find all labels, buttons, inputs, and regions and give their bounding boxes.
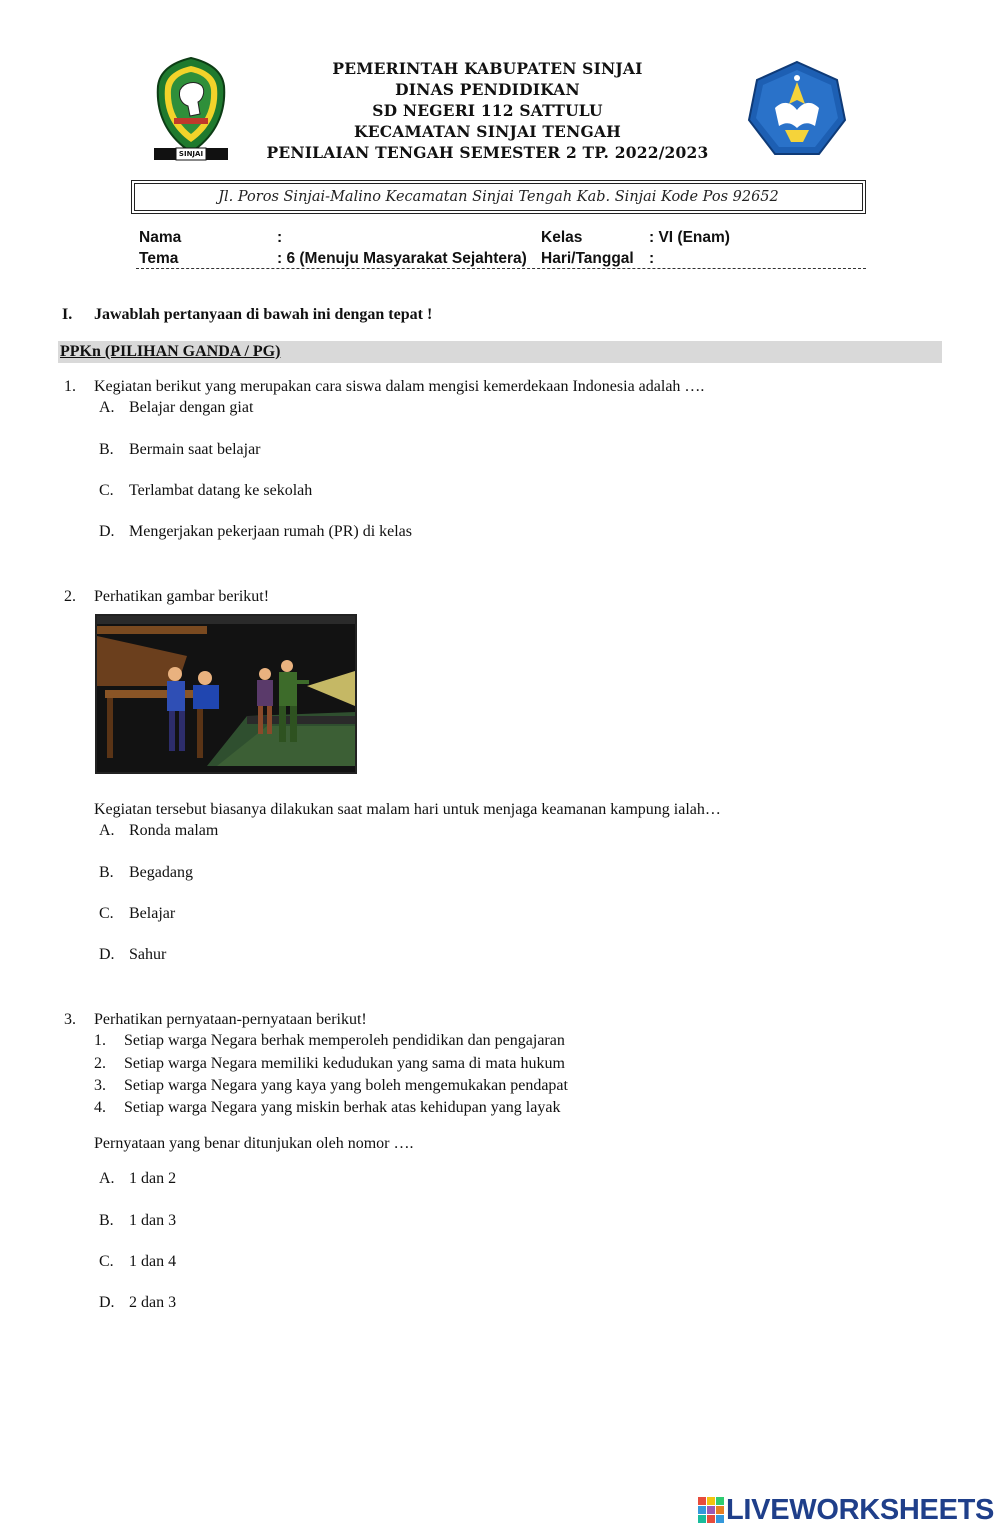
- header-line-2: DINAS PENDIDIKAN: [395, 80, 580, 99]
- answer-option[interactable]: [99, 905, 175, 923]
- option-letter: D.: [99, 946, 115, 963]
- option-text: 2 dan 3: [129, 1294, 177, 1311]
- answer-option[interactable]: [99, 523, 412, 541]
- statement-item: [94, 1099, 560, 1117]
- option-text: Ronda malam: [129, 822, 219, 839]
- answer-option[interactable]: [99, 822, 218, 840]
- option-letter: A.: [99, 822, 115, 839]
- answer-option[interactable]: [99, 1170, 176, 1188]
- option-text: Bermain saat belajar: [129, 441, 261, 458]
- section-title: [58, 341, 942, 363]
- statement-number: 1.: [94, 1032, 106, 1049]
- option-text: 1 dan 3: [129, 1212, 177, 1229]
- option-letter: D.: [99, 523, 115, 540]
- question-prompt: Pernyataan yang benar ditunjukan oleh nomor ….: [94, 1135, 414, 1152]
- question-text: Perhatikan pernyataan-pernyataan berikut!: [94, 1011, 367, 1028]
- section-title-text: PPKn (PILIHAN GANDA / PG): [60, 343, 281, 360]
- night-patrol-illustration: [95, 614, 357, 774]
- tut-wuri-handayani-logo: [745, 60, 849, 162]
- emblem-label: SINJAI: [178, 150, 204, 158]
- question-text: Perhatikan gambar berikut!: [94, 588, 270, 605]
- tema-label: Tema: [139, 250, 179, 267]
- header-line-5: PENILAIAN TENGAH SEMESTER 2 TP. 2022/2023: [266, 143, 709, 162]
- statement-text: Setiap warga Negara memiliki kedudukan yang sama di mata hukum: [124, 1055, 565, 1072]
- statement-text: Setiap warga Negara yang kaya yang boleh mengemukakan pendapat: [124, 1077, 568, 1094]
- option-letter: A.: [99, 1170, 115, 1187]
- statement-number: 4.: [94, 1099, 106, 1116]
- answer-option[interactable]: [99, 946, 166, 964]
- option-text: Mengerjakan pekerjaan rumah (PR) di kelas: [129, 523, 413, 540]
- question-number: 3.: [64, 1011, 76, 1028]
- option-text: Belajar dengan giat: [129, 399, 254, 416]
- answer-option[interactable]: [99, 482, 312, 500]
- nama-label: Nama: [139, 229, 182, 246]
- answer-option[interactable]: [99, 1212, 176, 1230]
- instruction-text: Jawablah pertanyaan di bawah ini dengan tepat !: [94, 306, 433, 323]
- liveworksheets-watermark: [698, 1494, 994, 1526]
- option-letter: D.: [99, 1294, 115, 1311]
- option-letter: B.: [99, 1212, 114, 1229]
- kelas-value: : VI (Enam): [649, 229, 730, 246]
- header-line-3: SD NEGERI 112 SATTULU: [372, 101, 603, 120]
- option-letter: B.: [99, 864, 114, 881]
- school-header: [240, 58, 735, 163]
- statement-item: [94, 1077, 568, 1095]
- option-text: Begadang: [129, 864, 193, 881]
- statement-number: 3.: [94, 1077, 106, 1094]
- option-letter: C.: [99, 905, 114, 922]
- watermark-text: LIVEWORKSHEETS: [726, 1493, 995, 1526]
- tema-value: : 6 (Menuju Masyarakat Sejahtera): [277, 250, 527, 267]
- hari-tanggal-label: Hari/Tanggal: [541, 250, 634, 267]
- statement-number: 2.: [94, 1055, 106, 1072]
- nama-input[interactable]: :: [277, 229, 283, 246]
- statement-text: Setiap warga Negara yang miskin berhak atas kehidupan yang layak: [124, 1099, 561, 1116]
- school-address: Jl. Poros Sinjai-Malino Kecamatan Sinjai Tengah Kab. Sinjai Kode Pos 92652: [134, 183, 863, 211]
- option-text: 1 dan 2: [129, 1170, 177, 1187]
- header-line-4: KECAMATAN SINJAI TENGAH: [354, 122, 621, 141]
- option-letter: B.: [99, 441, 114, 458]
- option-text: 1 dan 4: [129, 1253, 177, 1270]
- question-text: Kegiatan berikut yang merupakan cara siswa dalam mengisi kemerdekaan Indonesia adalah ….: [94, 378, 705, 395]
- header-line-1: PEMERINTAH KABUPATEN SINJAI: [332, 59, 643, 78]
- instruction-number: I.: [62, 306, 73, 323]
- option-text: Belajar: [129, 905, 176, 922]
- liveworksheets-logo-icon: [698, 1497, 724, 1523]
- answer-option[interactable]: [99, 864, 193, 882]
- answer-option[interactable]: [99, 399, 253, 417]
- question-prompt: Kegiatan tersebut biasanya dilakukan saat malam hari untuk menjaga keamanan kampung ialah…: [94, 801, 721, 818]
- option-letter: A.: [99, 399, 115, 416]
- statement-item: [94, 1055, 565, 1073]
- sinjai-emblem-logo: [150, 56, 232, 166]
- statement-text: Setiap warga Negara berhak memperoleh pendidikan dan pengajaran: [124, 1032, 565, 1049]
- question-number: 2.: [64, 588, 76, 605]
- hari-tanggal-input[interactable]: :: [649, 250, 655, 267]
- question-number: 1.: [64, 378, 76, 395]
- option-text: Terlambat datang ke sekolah: [129, 482, 313, 499]
- kelas-label: Kelas: [541, 229, 583, 246]
- answer-option[interactable]: [99, 1253, 176, 1271]
- option-text: Sahur: [129, 946, 167, 963]
- statement-item: [94, 1032, 565, 1050]
- instruction: [62, 306, 432, 324]
- option-letter: C.: [99, 1253, 114, 1270]
- info-divider: [136, 268, 866, 269]
- answer-option[interactable]: [99, 441, 261, 459]
- option-letter: C.: [99, 482, 114, 499]
- answer-option[interactable]: [99, 1294, 176, 1312]
